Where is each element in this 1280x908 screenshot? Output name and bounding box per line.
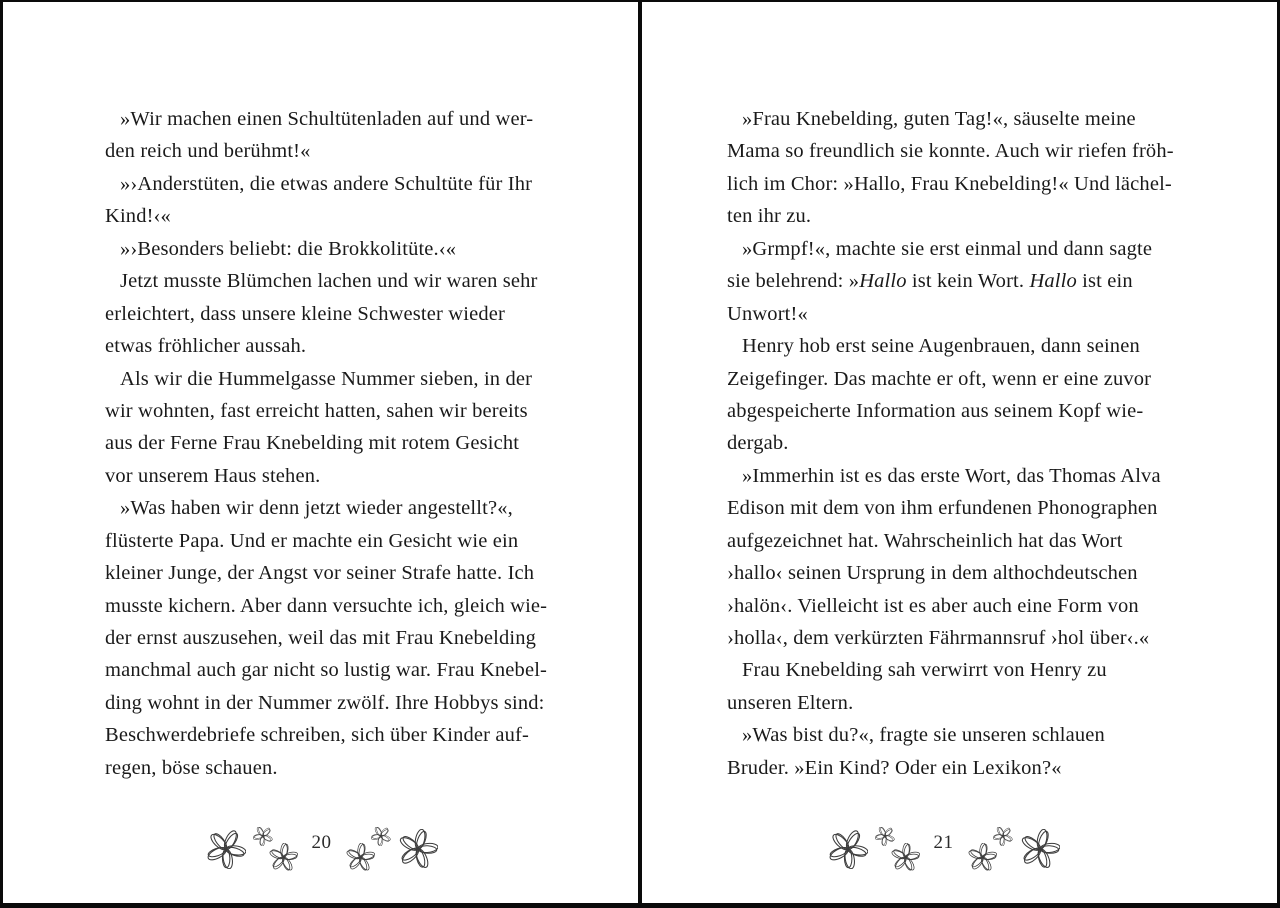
text-line: dergab. (727, 432, 789, 455)
text-line: Als wir die Hummelgasse Nummer sieben, in der (120, 367, 533, 390)
text-line: sie belehrend: »Hallo ist kein Wort. Hallo ist ein (727, 270, 1133, 293)
text-line: wir wohnten, fast erreicht hatten, sahen wir bereits (105, 399, 528, 422)
text-line: aus der Ferne Frau Knebelding mit rotem Gesicht (105, 432, 520, 455)
flower-icon (1020, 829, 1060, 869)
text-line: aufgezeichnet hat. Wahrscheinlich hat das Wort (727, 529, 1123, 552)
text-line: Henry hob erst seine Augenbrauen, dann seinen (742, 335, 1140, 358)
text-line: Bruder. »Ein Kind? Oder ein Lexikon?« (727, 756, 1062, 779)
flower-icon (398, 829, 438, 869)
flower-ornament-right (346, 826, 438, 872)
flower-icon (968, 843, 997, 872)
flower-pair (346, 826, 393, 872)
flower-pair (968, 826, 1015, 872)
text-line: Frau Knebelding sah verwirrt von Henry zu (742, 659, 1107, 682)
flower-icon (269, 843, 298, 872)
text-line: regen, böse schauen. (105, 756, 278, 779)
page-number: 21 (933, 832, 954, 853)
text-line: »›Besonders beliebt: die Brokkolitüte.‹« (120, 237, 457, 260)
text-line: flüsterte Papa. Und er machte ein Gesicht wie ein (105, 529, 519, 552)
text-line: ten ihr zu. (727, 205, 812, 228)
text-line: »›Anderstüten, die etwas andere Schultüte für Ihr (120, 172, 533, 195)
flower-icon (346, 843, 375, 872)
flower-ornament-right (968, 826, 1060, 872)
text-line: abgespeicherte Information aus seinem Kopf wie- (727, 399, 1144, 422)
text-line: erleichtert, dass unsere kleine Schwester wieder (105, 302, 505, 325)
text-line: Jetzt musste Blümchen lachen und wir waren sehr (120, 270, 538, 293)
text-line: ›holla‹, dem verkürzten Fährmannsruf ›hol über‹.« (727, 627, 1150, 649)
text-line: musste kichern. Aber dann versuchte ich, gleich wie- (105, 594, 548, 617)
flower-icon (891, 843, 920, 872)
page-right-footer (727, 824, 1160, 874)
text-line: den reich und berühmt!« (105, 140, 311, 163)
text-line: Mama so freundlich sie konnte. Auch wir riefen fröh- (727, 140, 1174, 163)
flower-icon (828, 829, 868, 869)
text-line: etwas fröhlicher aussah. (105, 335, 307, 358)
text-line: vor unserem Haus stehen. (105, 464, 321, 487)
page-number: 20 (311, 832, 332, 853)
text-line: ding wohnt in der Nummer zwölf. Ihre Hobbys sind: (105, 691, 545, 714)
flower-ornament-left (828, 826, 920, 872)
text-line: unseren Eltern. (727, 691, 854, 714)
page-left (3, 2, 638, 903)
text-line: Unwort!« (727, 302, 808, 325)
page-left-footer (105, 824, 538, 874)
text-line: »Frau Knebelding, guten Tag!«, säuselte meine (742, 108, 1136, 130)
page-left-text (105, 103, 565, 784)
text-line: lich im Chor: »Hallo, Frau Knebelding!« Und lächel- (727, 172, 1172, 195)
page-right-text (727, 103, 1187, 784)
text-line: manchmal auch gar nicht so lustig war. Frau Knebel- (105, 659, 548, 682)
text-line: Kind!‹« (105, 205, 171, 228)
flower-ornament-left (206, 826, 298, 872)
text-line: »Grmpf!«, machte sie erst einmal und dann sagte (742, 237, 1153, 260)
page-right (642, 2, 1277, 903)
text-line: ›hallo‹ seinen Ursprung in dem althochdeutschen (727, 562, 1138, 585)
text-line: »Immerhin ist es das erste Wort, das Thomas Alva (742, 464, 1161, 487)
text-line: »Was haben wir denn jetzt wieder angestellt?«, (120, 497, 513, 520)
text-line: der ernst auszusehen, weil das mit Frau Knebelding (105, 627, 537, 649)
text-line: »Was bist du?«, fragte sie unseren schlauen (742, 724, 1105, 747)
flower-pair (873, 826, 920, 872)
text-line: Edison mit dem von ihm erfundenen Phonographen (727, 497, 1158, 520)
text-line: kleiner Junge, der Angst vor seiner Strafe hatte. Ich (105, 562, 535, 585)
text-line: Beschwerdebriefe schreiben, sich über Kinder auf- (105, 724, 529, 747)
text-line: ›halön‹. Vielleicht ist es aber auch eine Form von (727, 594, 1139, 617)
flower-icon (206, 829, 246, 869)
text-line: Zeigefinger. Das machte er oft, wenn er eine zuvor (727, 367, 1152, 390)
flower-pair (251, 826, 298, 872)
text-line: »Wir machen einen Schultütenladen auf und wer- (120, 108, 534, 130)
